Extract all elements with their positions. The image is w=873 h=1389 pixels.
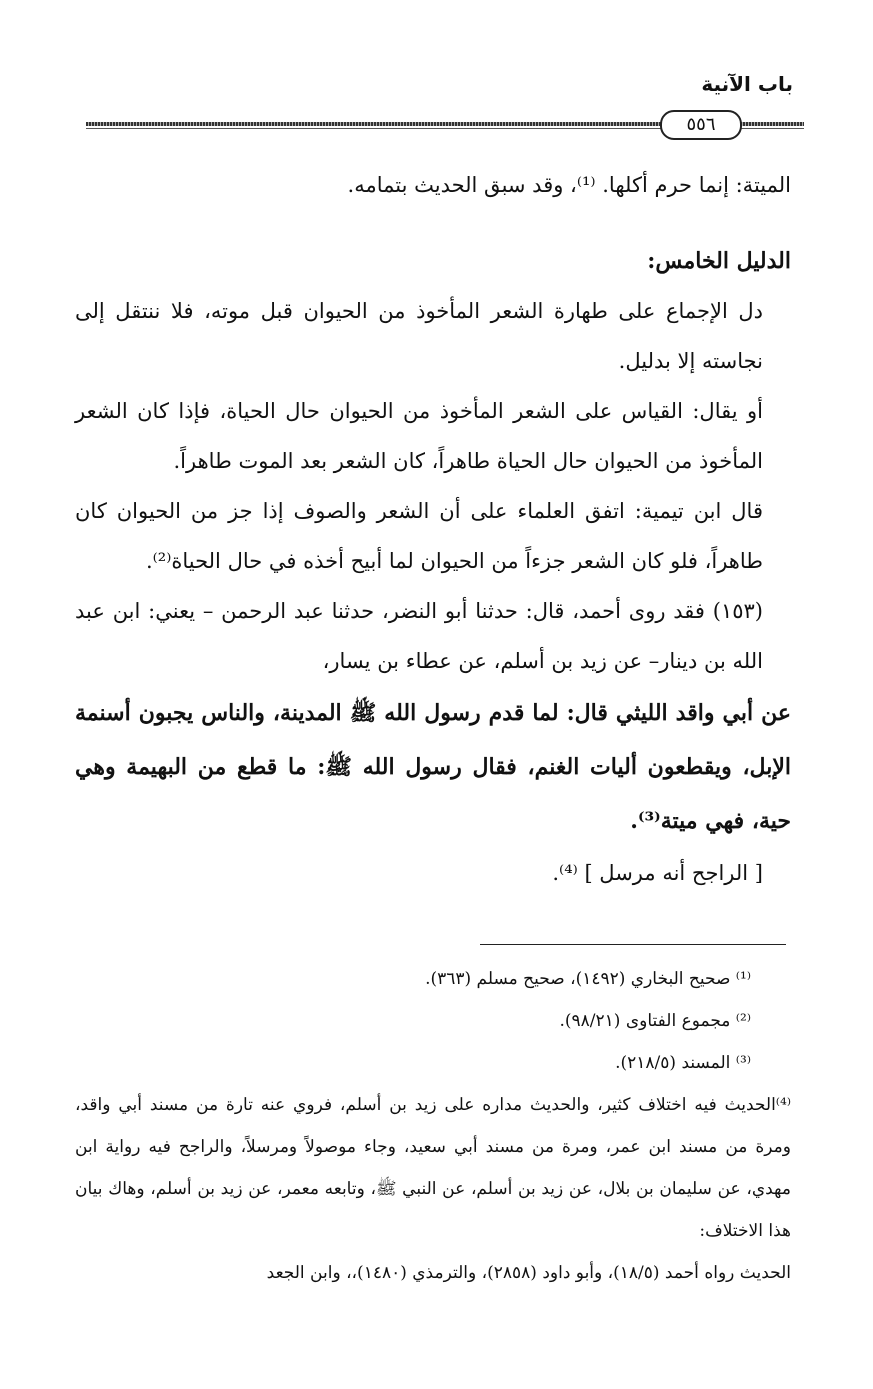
text-line-1: الميتة: إنما حرم أكلها. ⁽¹⁾، وقد سبق الحديث بتمامه.	[347, 173, 791, 197]
footnote-1: ⁽¹⁾ صحيح البخاري (١٤٩٢)، صحيح مسلم (٣٦٣).	[425, 969, 751, 989]
page-number: ٥٥٦	[660, 110, 742, 140]
footnote-4-continued: الحديث رواه أحمد (١٨/٥)، وأبو داود (٢٨٥٨)، والترمذي (١٤٨٠)،، وابن الجعد	[266, 1263, 791, 1283]
footnote-4: ⁽⁴⁾الحديث فيه اختلاف كثير، والحديث مداره على زيد بن أسلم، فروي عنه تارة من مسند أبي واقد، ومرة من مسند ابن عمر، ومرة من مسند أبي سعيد، وجاء موصولاً ومرسلاً، والراجح فيه رواية ابن مهدي، عن سليمان بن بلال، عن زيد بن أسلم، عن النبي ﷺ، وتابعه معمر، عن زيد بن أسلم، وهاك بيان هذا الاختلاف:	[75, 1095, 791, 1241]
footnote-2: ⁽²⁾ مجموع الفتاوى (٩٨/٢١).	[559, 1011, 751, 1031]
paragraph-ijma: دل الإجماع على طهارة الشعر المأخوذ من الحيوان قبل موته، فلا ننتقل إلى نجاسته إلا بدليل.	[75, 299, 763, 373]
footnotes	[75, 958, 791, 1294]
ruling-text: [ الراجح أنه مرسل ] ⁽⁴⁾.	[552, 861, 763, 885]
paragraph-ibn-taymiyya: قال ابن تيمية: اتفق العلماء على أن الشعر والصوف إذا جز من الحيوان كان طاهراً، فلو كان الشعر جزءاً من الحيوان لما أبيح أخذه في حال الحياة⁽²⁾.	[75, 499, 763, 573]
footnote-3: ⁽³⁾ المسند (٢١٨/٥).	[615, 1053, 751, 1073]
section-heading: الدليل الخامس:	[647, 248, 791, 274]
hadith-text: عن أبي واقد الليثي قال: لما قدم رسول الله ﷺ المدينة، والناس يجبون أسنمة الإبل، ويقطعون أليات الغنم، فقال رسول الله ﷺ: ما قطع من البهيمة وهي حية، فهي ميتة⁽³⁾.	[75, 700, 791, 834]
paragraph-qiyas: أو يقال: القياس على الشعر المأخوذ من الحيوان حال الحياة، فإذا كان الشعر المأخوذ من الحيوان حال الحياة طاهراً، كان الشعر بعد الموت طاهراً.	[75, 399, 763, 473]
footnote-separator	[480, 944, 786, 945]
main-text	[75, 160, 791, 898]
paragraph-isnad: (١٥٣) فقد روى أحمد، قال: حدثنا أبو النضر، حدثنا عبد الرحمن – يعني: ابن عبد الله بن دينار– عن زيد بن أسلم، عن عطاء بن يسار،	[75, 599, 763, 673]
chapter-title: باب الآنية	[701, 72, 793, 96]
spacer	[75, 210, 791, 236]
